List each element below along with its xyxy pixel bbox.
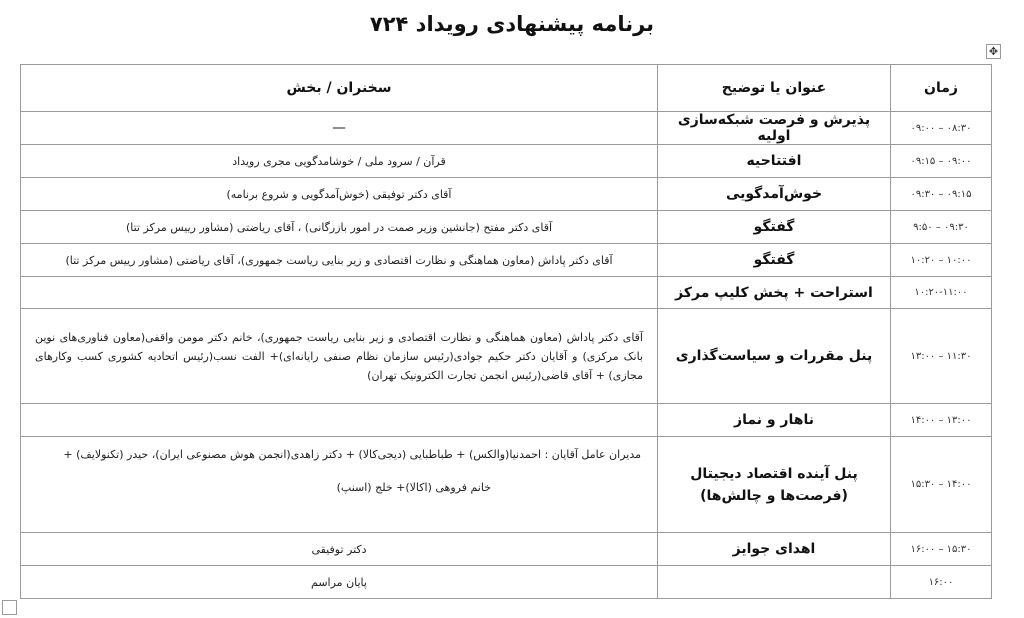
title-cell: ناهار و نماز bbox=[658, 404, 891, 437]
title-cell: خوش‌آمدگویی bbox=[658, 178, 891, 211]
speaker-cell: دکتر توفیقی bbox=[21, 533, 658, 566]
speaker-cell bbox=[21, 277, 658, 309]
time-cell: ۱۰:۲۰-۱۱:۰۰ bbox=[891, 277, 992, 309]
table-row bbox=[21, 277, 992, 309]
table-resize-handle[interactable] bbox=[2, 600, 17, 615]
speaker-cell bbox=[21, 404, 658, 437]
table-row bbox=[21, 211, 992, 244]
table-row bbox=[21, 244, 992, 277]
title-cell: استراحت + پخش کلیپ مرکز bbox=[658, 277, 891, 309]
table-row bbox=[21, 566, 992, 599]
time-cell: ۰۹:۰۰ – ۰۹:۱۵ bbox=[891, 145, 992, 178]
title-cell: پنل مقررات و سیاست‌گذاری bbox=[658, 309, 891, 404]
time-cell: ۰۸:۳۰ – ۰۹:۰۰ bbox=[891, 112, 992, 145]
time-cell: ۱۱:۳۰ – ۱۳:۰۰ bbox=[891, 309, 992, 404]
schedule-table bbox=[20, 64, 992, 599]
table-row bbox=[21, 404, 992, 437]
title-line-2: (فرصت‌ها و چالش‌ها) bbox=[700, 487, 848, 504]
title-cell: افتتاحیه bbox=[658, 145, 891, 178]
header-time: زمان bbox=[891, 65, 992, 112]
time-cell: ۱۴:۰۰ – ۱۵:۳۰ bbox=[891, 437, 992, 533]
table-row bbox=[21, 112, 992, 145]
speaker-cell: آقای دکتر مفتح (جانشین وزیر صمت در امور بازرگانی) ، آقای ریاضتی (مشاور رییس مرکز تتا) bbox=[21, 211, 658, 244]
header-title: عنوان یا توضیح bbox=[658, 65, 891, 112]
table-row bbox=[21, 145, 992, 178]
speaker-cell: آقای دکتر پاداش (معاون هماهنگی و نظارت اقتصادی و زیر بنایی ریاست جمهوری)، آقای ریاضتی (مشاور رییس مرکز تتا) bbox=[21, 244, 658, 277]
table-header-row bbox=[21, 65, 992, 112]
title-cell bbox=[658, 437, 891, 533]
title-cell: گفتگو bbox=[658, 211, 891, 244]
speaker-cell: پایان مراسم bbox=[21, 566, 658, 599]
table-row bbox=[21, 309, 992, 404]
speaker-line-1: مدیران عامل آقایان : احمدنیا(والکس) + طباطبایی (دیجی‌کالا) + دکتر زاهدی(انجمن هوش مصنوعی ایران)، حیدر (تکنولایف) + bbox=[63, 448, 641, 461]
time-cell: ۱۵:۳۰ – ۱۶:۰۰ bbox=[891, 533, 992, 566]
speaker-cell: — bbox=[21, 112, 658, 145]
title-cell: گفتگو bbox=[658, 244, 891, 277]
speaker-cell: آقای دکتر توفیقی (خوش‌آمدگویی و شروع برنامه) bbox=[21, 178, 658, 211]
title-cell bbox=[658, 566, 891, 599]
time-cell: ۱۰:۰۰ – ۱۰:۲۰ bbox=[891, 244, 992, 277]
time-cell: ۰۹:۱۵ – ۰۹:۳۰ bbox=[891, 178, 992, 211]
document-title: برنامه پیشنهادی رویداد ۷۲۴ bbox=[369, 12, 655, 36]
table-row bbox=[21, 437, 992, 533]
speaker-cell: آقای دکتر پاداش (معاون هماهنگی و نظارت اقتصادی و زیر بنایی ریاست جمهوری)، خانم دکتر مومن واقفی(معاون فناوری‌های نوین بانک مرکزی) و آقایان دکتر حکیم جوادی(رئیس سازمان نظام صنفی رایانه‌ای)+ الفت نسب(رئیس اتحادیه کشوری کسب وکارهای مجازی) + آقای قاضی(رئیس انجمن تجارت الکترونیک تهران) bbox=[21, 309, 658, 404]
speaker-cell bbox=[21, 437, 658, 533]
header-speaker: سخنران / بخش bbox=[21, 65, 658, 112]
title-cell: اهدای جوایز bbox=[658, 533, 891, 566]
speaker-line-2: خانم فروهی (اکالا)+ خلج (اسنپ) bbox=[336, 481, 491, 494]
table-move-handle-icon[interactable]: ✥ bbox=[986, 44, 1001, 59]
time-cell: ۱۶:۰۰ bbox=[891, 566, 992, 599]
title-line-1: پنل آینده اقتصاد دیجیتال bbox=[690, 465, 858, 482]
time-cell: ۰۹:۳۰ – ۹:۵۰ bbox=[891, 211, 992, 244]
title-cell: پذیرش و فرصت شبکه‌سازی اولیه bbox=[658, 112, 891, 145]
time-cell: ۱۳:۰۰ – ۱۴:۰۰ bbox=[891, 404, 992, 437]
table-row bbox=[21, 178, 992, 211]
table-row bbox=[21, 533, 992, 566]
speaker-cell: قرآن / سرود ملی / خوشامدگویی مجری رویداد bbox=[21, 145, 658, 178]
